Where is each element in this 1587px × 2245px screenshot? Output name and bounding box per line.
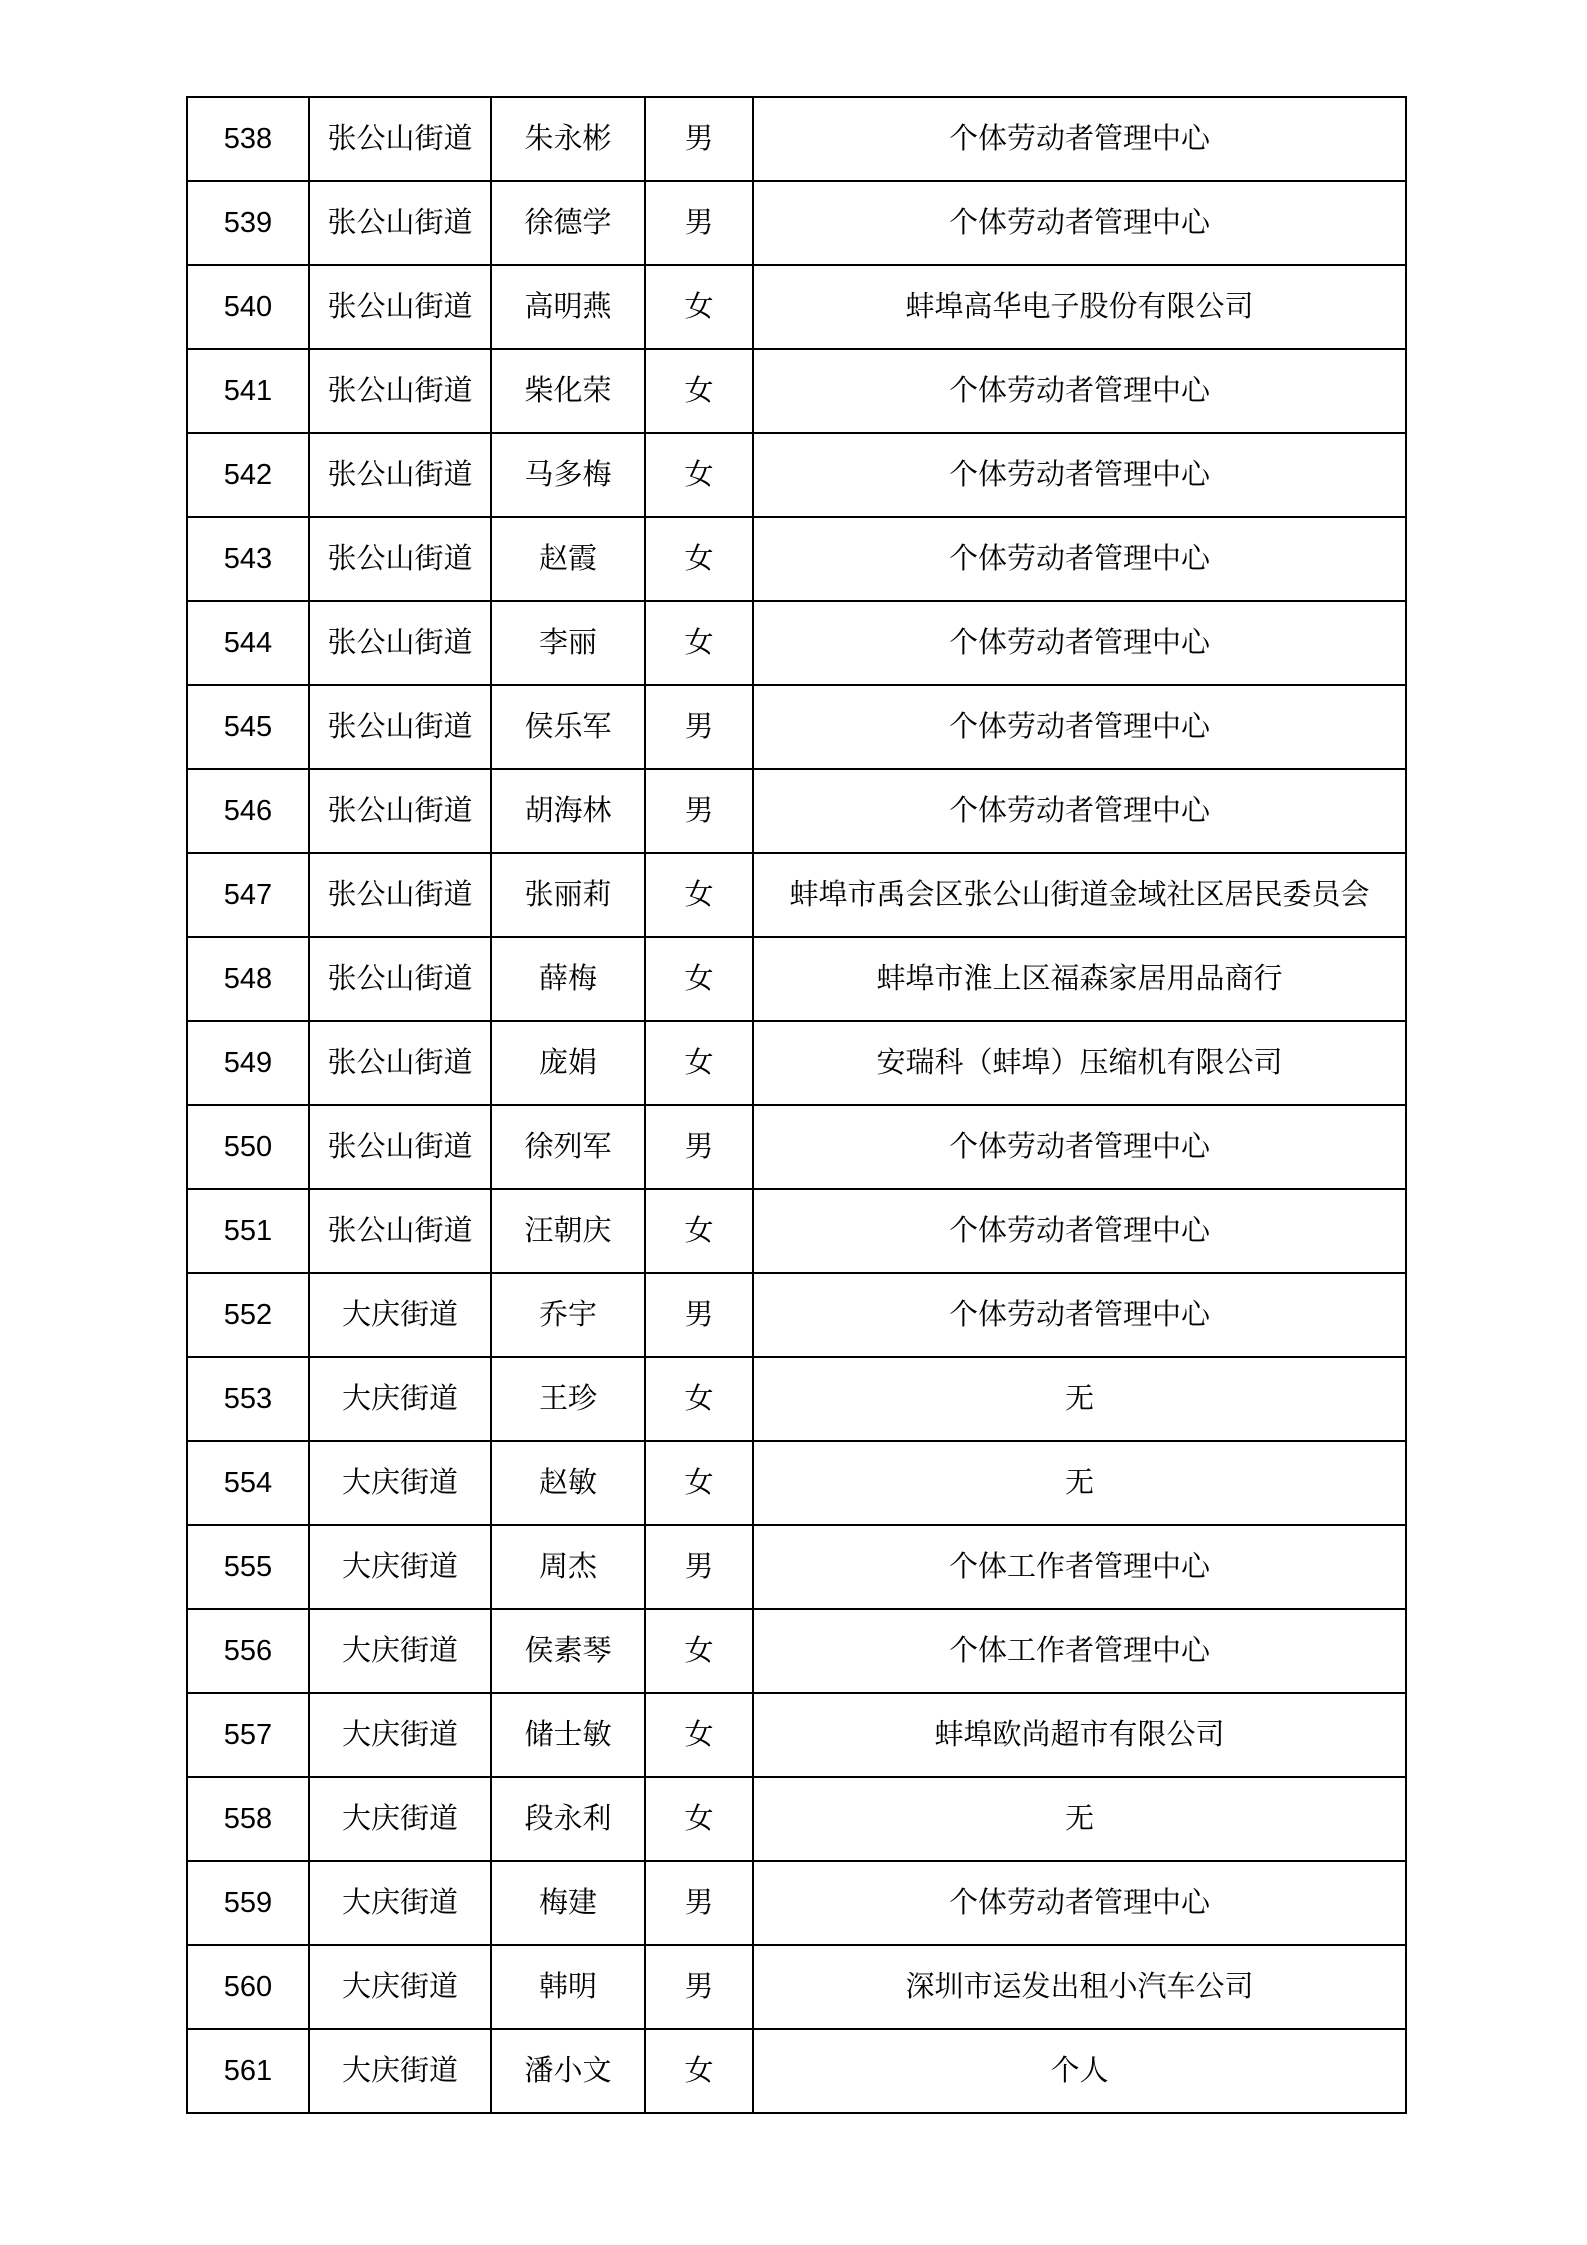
cell-gender: 女 <box>645 1777 753 1861</box>
cell-name: 李丽 <box>491 601 645 685</box>
cell-gender: 女 <box>645 1441 753 1525</box>
cell-street: 张公山街道 <box>309 97 491 181</box>
cell-street: 大庆街道 <box>309 1525 491 1609</box>
cell-street: 大庆街道 <box>309 1693 491 1777</box>
cell-gender: 女 <box>645 1021 753 1105</box>
cell-gender: 女 <box>645 1357 753 1441</box>
cell-gender: 男 <box>645 1861 753 1945</box>
table-row <box>187 265 1406 349</box>
cell-street: 张公山街道 <box>309 769 491 853</box>
cell-street: 张公山街道 <box>309 853 491 937</box>
cell-gender: 女 <box>645 601 753 685</box>
table-row <box>187 937 1406 1021</box>
cell-name: 赵敏 <box>491 1441 645 1525</box>
cell-number: 544 <box>187 601 309 685</box>
cell-number: 552 <box>187 1273 309 1357</box>
cell-street: 大庆街道 <box>309 1357 491 1441</box>
cell-number: 543 <box>187 517 309 601</box>
cell-employer: 个体劳动者管理中心 <box>753 1861 1406 1945</box>
table-row <box>187 1525 1406 1609</box>
cell-gender: 女 <box>645 853 753 937</box>
cell-number: 559 <box>187 1861 309 1945</box>
table-row <box>187 1861 1406 1945</box>
table-row <box>187 601 1406 685</box>
table-row <box>187 1441 1406 1525</box>
registry-table-body <box>187 97 1406 2113</box>
table-row <box>187 433 1406 517</box>
cell-street: 大庆街道 <box>309 1273 491 1357</box>
cell-employer: 无 <box>753 1777 1406 1861</box>
cell-number: 561 <box>187 2029 309 2113</box>
cell-employer: 个人 <box>753 2029 1406 2113</box>
cell-number: 539 <box>187 181 309 265</box>
cell-name: 梅建 <box>491 1861 645 1945</box>
cell-name: 乔宇 <box>491 1273 645 1357</box>
cell-gender: 男 <box>645 1273 753 1357</box>
cell-street: 张公山街道 <box>309 1105 491 1189</box>
cell-number: 556 <box>187 1609 309 1693</box>
table-row <box>187 349 1406 433</box>
cell-name: 朱永彬 <box>491 97 645 181</box>
cell-employer: 蚌埠欧尚超市有限公司 <box>753 1693 1406 1777</box>
table-row <box>187 769 1406 853</box>
cell-gender: 女 <box>645 937 753 1021</box>
cell-number: 548 <box>187 937 309 1021</box>
cell-street: 大庆街道 <box>309 2029 491 2113</box>
cell-number: 541 <box>187 349 309 433</box>
cell-name: 徐列军 <box>491 1105 645 1189</box>
cell-employer: 个体劳动者管理中心 <box>753 433 1406 517</box>
cell-street: 张公山街道 <box>309 937 491 1021</box>
table-row <box>187 1105 1406 1189</box>
table-row <box>187 1777 1406 1861</box>
cell-gender: 女 <box>645 1693 753 1777</box>
cell-employer: 蚌埠市淮上区福森家居用品商行 <box>753 937 1406 1021</box>
cell-employer: 个体劳动者管理中心 <box>753 685 1406 769</box>
cell-employer: 个体劳动者管理中心 <box>753 1105 1406 1189</box>
cell-employer: 安瑞科（蚌埠）压缩机有限公司 <box>753 1021 1406 1105</box>
cell-street: 张公山街道 <box>309 349 491 433</box>
cell-street: 张公山街道 <box>309 517 491 601</box>
cell-employer: 个体劳动者管理中心 <box>753 349 1406 433</box>
table-row <box>187 1945 1406 2029</box>
cell-gender: 男 <box>645 685 753 769</box>
cell-gender: 女 <box>645 1609 753 1693</box>
cell-gender: 男 <box>645 97 753 181</box>
cell-employer: 个体劳动者管理中心 <box>753 181 1406 265</box>
cell-gender: 女 <box>645 349 753 433</box>
registry-table <box>186 96 1407 2114</box>
cell-street: 张公山街道 <box>309 181 491 265</box>
cell-name: 马多梅 <box>491 433 645 517</box>
cell-name: 韩明 <box>491 1945 645 2029</box>
cell-gender: 男 <box>645 769 753 853</box>
cell-number: 554 <box>187 1441 309 1525</box>
cell-number: 546 <box>187 769 309 853</box>
cell-name: 侯乐军 <box>491 685 645 769</box>
cell-number: 560 <box>187 1945 309 2029</box>
cell-employer: 深圳市运发出租小汽车公司 <box>753 1945 1406 2029</box>
cell-employer: 无 <box>753 1357 1406 1441</box>
cell-street: 张公山街道 <box>309 685 491 769</box>
cell-employer: 个体工作者管理中心 <box>753 1609 1406 1693</box>
cell-number: 540 <box>187 265 309 349</box>
table-row <box>187 1273 1406 1357</box>
cell-employer: 个体劳动者管理中心 <box>753 769 1406 853</box>
cell-employer: 个体劳动者管理中心 <box>753 601 1406 685</box>
table-row <box>187 685 1406 769</box>
cell-street: 张公山街道 <box>309 1189 491 1273</box>
cell-name: 周杰 <box>491 1525 645 1609</box>
cell-number: 550 <box>187 1105 309 1189</box>
table-row <box>187 853 1406 937</box>
cell-number: 553 <box>187 1357 309 1441</box>
cell-number: 555 <box>187 1525 309 1609</box>
cell-gender: 男 <box>645 1945 753 2029</box>
cell-number: 545 <box>187 685 309 769</box>
cell-name: 段永利 <box>491 1777 645 1861</box>
cell-gender: 男 <box>645 1105 753 1189</box>
cell-gender: 女 <box>645 1189 753 1273</box>
table-row <box>187 1693 1406 1777</box>
cell-number: 542 <box>187 433 309 517</box>
cell-gender: 女 <box>645 433 753 517</box>
table-row <box>187 1021 1406 1105</box>
cell-number: 538 <box>187 97 309 181</box>
cell-employer: 个体工作者管理中心 <box>753 1525 1406 1609</box>
cell-name: 侯素琴 <box>491 1609 645 1693</box>
cell-name: 王珍 <box>491 1357 645 1441</box>
cell-name: 高明燕 <box>491 265 645 349</box>
cell-name: 胡海林 <box>491 769 645 853</box>
cell-street: 大庆街道 <box>309 1945 491 2029</box>
cell-name: 赵霞 <box>491 517 645 601</box>
cell-number: 551 <box>187 1189 309 1273</box>
cell-gender: 女 <box>645 2029 753 2113</box>
cell-name: 薛梅 <box>491 937 645 1021</box>
cell-name: 庞娟 <box>491 1021 645 1105</box>
cell-gender: 女 <box>645 265 753 349</box>
cell-employer: 蚌埠高华电子股份有限公司 <box>753 265 1406 349</box>
cell-gender: 男 <box>645 181 753 265</box>
cell-street: 大庆街道 <box>309 1861 491 1945</box>
cell-number: 547 <box>187 853 309 937</box>
cell-number: 557 <box>187 1693 309 1777</box>
cell-name: 潘小文 <box>491 2029 645 2113</box>
table-row <box>187 97 1406 181</box>
cell-employer: 个体劳动者管理中心 <box>753 1273 1406 1357</box>
cell-street: 大庆街道 <box>309 1777 491 1861</box>
cell-name: 徐德学 <box>491 181 645 265</box>
cell-number: 558 <box>187 1777 309 1861</box>
cell-street: 张公山街道 <box>309 1021 491 1105</box>
cell-employer: 个体劳动者管理中心 <box>753 517 1406 601</box>
table-row <box>187 517 1406 601</box>
table-row <box>187 1189 1406 1273</box>
cell-employer: 无 <box>753 1441 1406 1525</box>
cell-street: 张公山街道 <box>309 601 491 685</box>
cell-name: 储士敏 <box>491 1693 645 1777</box>
cell-street: 张公山街道 <box>309 433 491 517</box>
cell-street: 大庆街道 <box>309 1441 491 1525</box>
cell-street: 大庆街道 <box>309 1609 491 1693</box>
cell-name: 张丽莉 <box>491 853 645 937</box>
cell-employer: 个体劳动者管理中心 <box>753 1189 1406 1273</box>
cell-gender: 女 <box>645 517 753 601</box>
table-row <box>187 1609 1406 1693</box>
table-row <box>187 181 1406 265</box>
cell-employer: 蚌埠市禹会区张公山街道金域社区居民委员会 <box>753 853 1406 937</box>
cell-street: 张公山街道 <box>309 265 491 349</box>
cell-name: 汪朝庆 <box>491 1189 645 1273</box>
cell-name: 柴化荣 <box>491 349 645 433</box>
table-row <box>187 2029 1406 2113</box>
table-row <box>187 1357 1406 1441</box>
cell-employer: 个体劳动者管理中心 <box>753 97 1406 181</box>
cell-gender: 男 <box>645 1525 753 1609</box>
cell-number: 549 <box>187 1021 309 1105</box>
